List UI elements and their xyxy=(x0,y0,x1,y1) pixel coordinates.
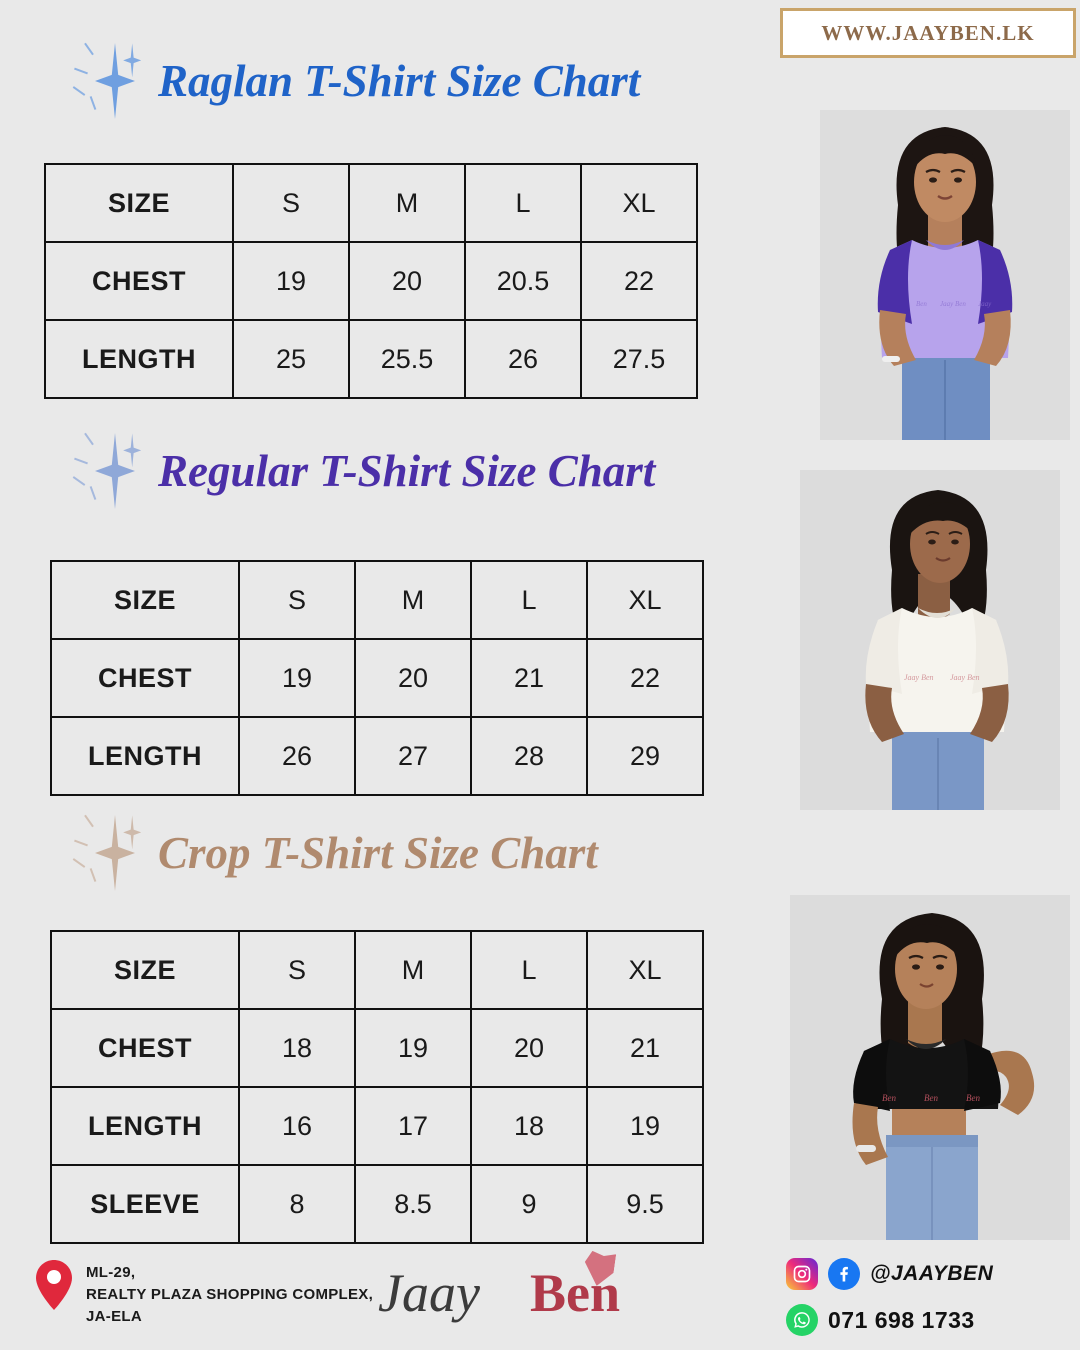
cell: 22 xyxy=(587,639,703,717)
size-table-crop xyxy=(50,930,704,1244)
svg-text:Ben: Ben xyxy=(966,1093,980,1103)
website-banner xyxy=(780,8,1076,58)
cell: M xyxy=(349,164,465,242)
row-label: LENGTH xyxy=(51,1087,239,1165)
size-table-raglan xyxy=(44,163,698,399)
model-regular-illustration xyxy=(800,470,1060,810)
cell: 20.5 xyxy=(465,242,581,320)
social-handle: @JAAYBEN xyxy=(870,1262,994,1285)
row-label: SIZE xyxy=(45,164,233,242)
chart-title-text: Crop T-Shirt Size Chart xyxy=(158,828,598,878)
row-label: CHEST xyxy=(45,242,233,320)
cell: L xyxy=(465,164,581,242)
row-label: SLEEVE xyxy=(51,1165,239,1243)
cell: 20 xyxy=(355,639,471,717)
cell: 25 xyxy=(233,320,349,398)
model-photo-crop xyxy=(790,895,1070,1240)
cell: 20 xyxy=(471,1009,587,1087)
cell: M xyxy=(355,931,471,1009)
cell: L xyxy=(471,561,587,639)
sparkle-icon xyxy=(72,38,158,124)
brand-logo xyxy=(378,1258,658,1330)
model-photo-raglan xyxy=(820,110,1070,440)
cell: 8 xyxy=(239,1165,355,1243)
cell: 18 xyxy=(471,1087,587,1165)
cell: XL xyxy=(587,931,703,1009)
cell: S xyxy=(239,931,355,1009)
section-title-crop xyxy=(72,810,598,896)
chart-title-text: Raglan T-Shirt Size Chart xyxy=(158,56,641,106)
address-line-3: JA-ELA xyxy=(86,1308,142,1325)
cell: 27.5 xyxy=(581,320,697,398)
table-row xyxy=(51,1087,703,1165)
cell: L xyxy=(471,931,587,1009)
size-table-regular xyxy=(50,560,704,796)
table-row xyxy=(51,561,703,639)
table-row xyxy=(51,639,703,717)
svg-text:Jaay Ben: Jaay Ben xyxy=(904,673,934,682)
model-photo-regular xyxy=(800,470,1060,810)
table-row xyxy=(45,320,697,398)
cell: 17 xyxy=(355,1087,471,1165)
address-line-1: ML-29, xyxy=(86,1264,136,1281)
row-label: LENGTH xyxy=(51,717,239,795)
cell: 26 xyxy=(465,320,581,398)
cell: 26 xyxy=(239,717,355,795)
chart-title-text: Regular T-Shirt Size Chart xyxy=(158,446,656,496)
svg-text:Ben: Ben xyxy=(882,1093,896,1103)
svg-text:Ben: Ben xyxy=(916,300,927,308)
cell: 16 xyxy=(239,1087,355,1165)
social-contact-block xyxy=(786,1258,993,1350)
svg-text:Jaay Ben: Jaay Ben xyxy=(950,673,980,682)
cell: 9.5 xyxy=(587,1165,703,1243)
table-row xyxy=(51,1165,703,1243)
cell: 19 xyxy=(587,1087,703,1165)
row-label: CHEST xyxy=(51,639,239,717)
row-label: SIZE xyxy=(51,561,239,639)
store-address xyxy=(86,1262,373,1328)
whatsapp-icon[interactable] xyxy=(786,1304,818,1336)
brand-name-jaay: Jaay xyxy=(378,1263,480,1323)
table-row xyxy=(51,931,703,1009)
phone-number: 071 698 1733 xyxy=(828,1306,975,1333)
svg-text:Jaay Ben: Jaay Ben xyxy=(940,300,966,308)
row-label: CHEST xyxy=(51,1009,239,1087)
section-title-raglan xyxy=(72,38,640,124)
brand-name-ben: Ben xyxy=(530,1263,621,1323)
model-crop-illustration xyxy=(790,895,1070,1240)
cell: 27 xyxy=(355,717,471,795)
cell: 20 xyxy=(349,242,465,320)
cell: 22 xyxy=(581,242,697,320)
table-row xyxy=(45,164,697,242)
sparkle-icon xyxy=(72,428,158,514)
cell: 9 xyxy=(471,1165,587,1243)
table-row xyxy=(45,242,697,320)
cell: 19 xyxy=(239,639,355,717)
cell: 18 xyxy=(239,1009,355,1087)
cell: 21 xyxy=(587,1009,703,1087)
cell: XL xyxy=(581,164,697,242)
cell: S xyxy=(233,164,349,242)
cell: 29 xyxy=(587,717,703,795)
whatsapp-row xyxy=(786,1304,993,1336)
cell: 21 xyxy=(471,639,587,717)
cell: 19 xyxy=(233,242,349,320)
social-handles-row xyxy=(786,1258,993,1290)
cell: M xyxy=(355,561,471,639)
address-line-2: REALTY PLAZA SHOPPING COMPLEX, xyxy=(86,1286,374,1303)
cell: XL xyxy=(587,561,703,639)
model-raglan-illustration xyxy=(820,110,1070,440)
table-row xyxy=(51,717,703,795)
section-title-regular xyxy=(72,428,655,514)
cell: 8.5 xyxy=(355,1165,471,1243)
cell: S xyxy=(239,561,355,639)
svg-text:Ben: Ben xyxy=(924,1093,938,1103)
table-row xyxy=(51,1009,703,1087)
location-pin-icon xyxy=(34,1258,74,1312)
instagram-icon[interactable] xyxy=(786,1258,818,1290)
row-label: SIZE xyxy=(51,931,239,1009)
cell: 28 xyxy=(471,717,587,795)
sparkle-icon xyxy=(72,810,158,896)
cell: 25.5 xyxy=(349,320,465,398)
facebook-icon[interactable] xyxy=(828,1258,860,1290)
svg-text:Jaay: Jaay xyxy=(978,300,992,308)
row-label: LENGTH xyxy=(45,320,233,398)
cell: 19 xyxy=(355,1009,471,1087)
website-url: WWW.JAAYBEN.LK xyxy=(821,20,1035,45)
